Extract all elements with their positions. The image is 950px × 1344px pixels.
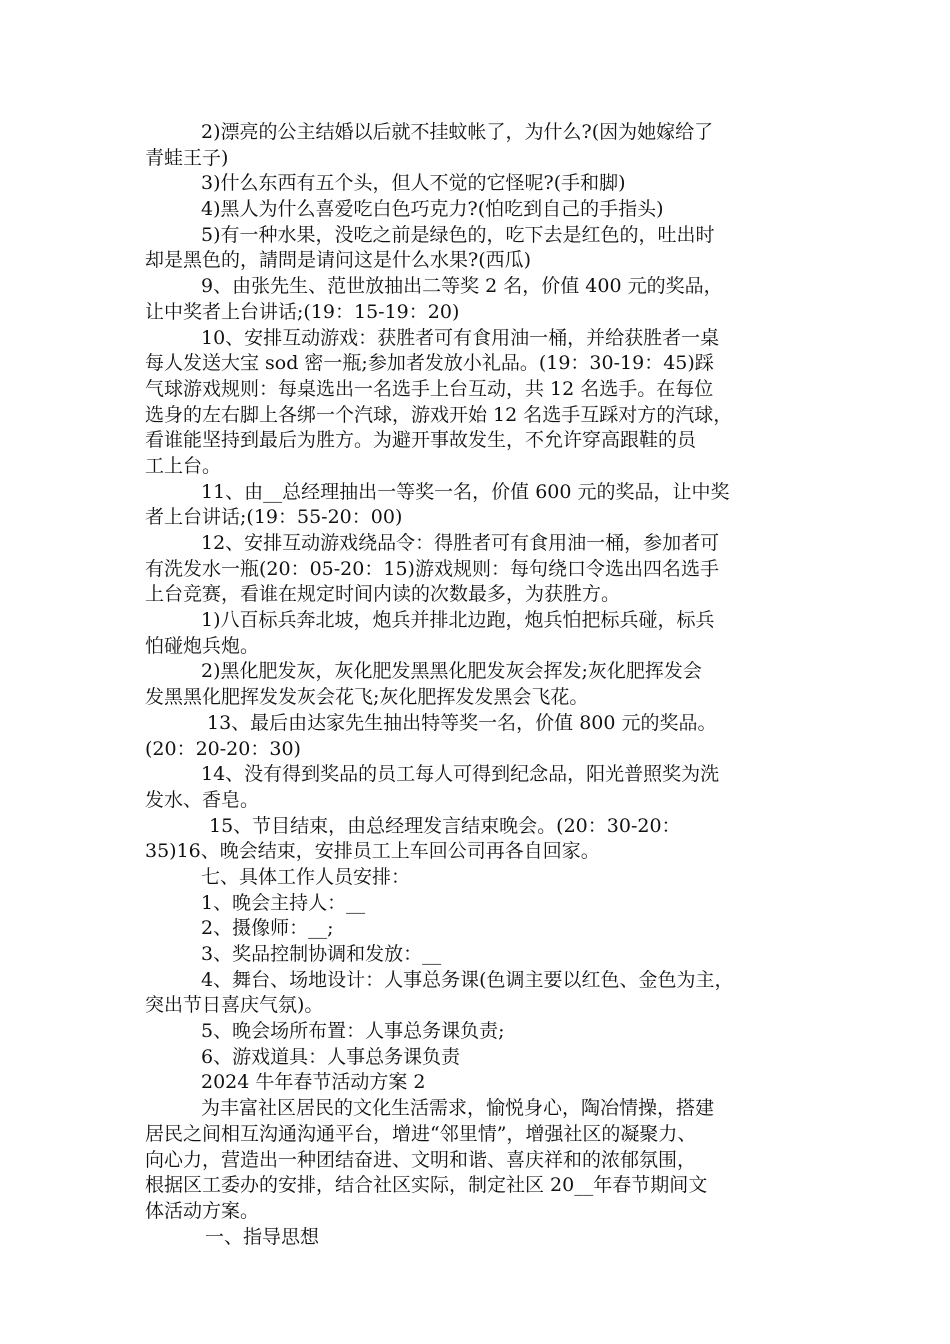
text-line: 让中奖者上台讲话;(19：15-19：20) <box>145 300 460 323</box>
text-line: 10、安排互动游戏：获胜者可有食用油一桶，并给获胜者一桌 <box>201 326 720 349</box>
text-line: 14、没有得到奖品的员工每人可得到纪念品，阳光普照奖为洗 <box>201 763 720 786</box>
text-line: 9、由张先生、范世放抽出二等奖 2 名，价值 400 元的奖品， <box>201 275 723 298</box>
text-line: 1)八百标兵奔北坡，炮兵并排北边跑，炮兵怕把标兵碰，标兵 <box>201 609 715 632</box>
text-line: 为丰富社区居民的文化生活需求，愉悦身心，陶冶情操，搭建 <box>201 1097 715 1120</box>
text-line: 3、奖品控制协调和发放：__ <box>201 943 442 965</box>
text-line: 2、摄像师：__; <box>201 917 334 940</box>
text-line: 怕碰炮兵炮。 <box>145 634 260 657</box>
text-line: 3)什么东西有五个头，但人不觉的它怪呢?(手和脚) <box>201 172 626 195</box>
text-line: 11、由__总经理抽出一等奖一名，价值 600 元的奖品，让中奖 <box>201 480 730 503</box>
text-line: 居民之间相互沟通沟通平台，增进“邻里情”，增强社区的凝聚力、 <box>145 1122 697 1145</box>
text-line: 4、舞台、场地设计：人事总务课(色调主要以红色、金色为主， <box>201 968 734 991</box>
text-line: 工上台。 <box>145 454 222 477</box>
text-line: 2)漂亮的公主结婚以后就不挂蚊帐了，为什么?(因为她嫁给了 <box>201 121 714 143</box>
text-line: 却是黑色的，請問是请问这是什么水果?(西瓜) <box>145 249 532 272</box>
text-line: 发水、香皂。 <box>145 788 260 811</box>
text-line: 向心力，营造出一种团结奋进、文明和谐、喜庆祥和的浓郁氛围， <box>145 1148 697 1171</box>
text-line: (20：20-20：30) <box>145 737 301 760</box>
text-line: 13、最后由达家先生抽出特等奖一名，价值 800 元的奖品。 <box>207 711 717 734</box>
text-line: 突出节日喜庆气氛)。 <box>145 994 324 1017</box>
text-line: 七、具体工作人员安排： <box>201 865 411 888</box>
text-line: 发黑黑化肥挥发发灰会花飞;灰化肥挥发发黑会飞花。 <box>145 686 589 709</box>
text-line: 35)16、晚会结束，安排员工上车回公司再各自回家。 <box>145 840 600 863</box>
text-line: 4)黑人为什么喜爱吃白色巧克力?(怕吃到自己的手指头) <box>201 198 664 221</box>
document-page <box>145 120 815 1250</box>
text-line: 青蛙王子) <box>145 146 229 169</box>
section-heading: 一、指导思想 <box>205 1225 320 1248</box>
text-line: 选身的左右脚上各绑一个汽球，游戏开始 12 名选手互踩对方的汽球， <box>145 403 733 426</box>
text-line: 12、安排互动游戏绕品令：得胜者可有食用油一桶，参加者可 <box>201 532 720 554</box>
text-line: 有洗发水一瓶(20：05-20：15)游戏规则：每句绕口令选出四名选手 <box>145 557 719 580</box>
text-line: 每人发送大宝 sod 密一瓶;参加者发放小礼品。(19：30-19：45)踩 <box>145 352 714 375</box>
text-line: 6、游戏道具：人事总务课负责 <box>201 1045 461 1068</box>
section-heading: 2024 牛年春节活动方案 2 <box>201 1071 426 1094</box>
text-line: 根据区工委办的安排，结合社区实际，制定社区 20__年春节期间文 <box>145 1174 708 1197</box>
text-line: 15、节目结束，由总经理发言结束晚会。(20：30-20： <box>209 814 681 837</box>
text-line: 5)有一种水果，没吃之前是绿色的，吃下去是红色的，吐出时 <box>201 223 715 246</box>
text-line: 5、晚会场所布置：人事总务课负责; <box>201 1020 505 1043</box>
text-line: 上台竞赛，看谁在规定时间内读的次数最多，为获胜方。 <box>145 583 621 606</box>
text-line: 看谁能坚持到最后为胜方。为避开事故发生，不允许穿高跟鞋的员 <box>145 429 697 452</box>
text-line: 气球游戏规则：每桌选出一名选手上台互动，共 12 名选手。在每位 <box>145 377 714 400</box>
text-line: 者上台讲话;(19：55-20：00) <box>145 506 403 529</box>
text-line: 体活动方案。 <box>145 1199 260 1222</box>
text-line: 2)黑化肥发灰，灰化肥发黑黑化肥发灰会挥发;灰化肥挥发会 <box>201 660 702 683</box>
text-line: 1、晚会主持人：__ <box>201 891 366 914</box>
